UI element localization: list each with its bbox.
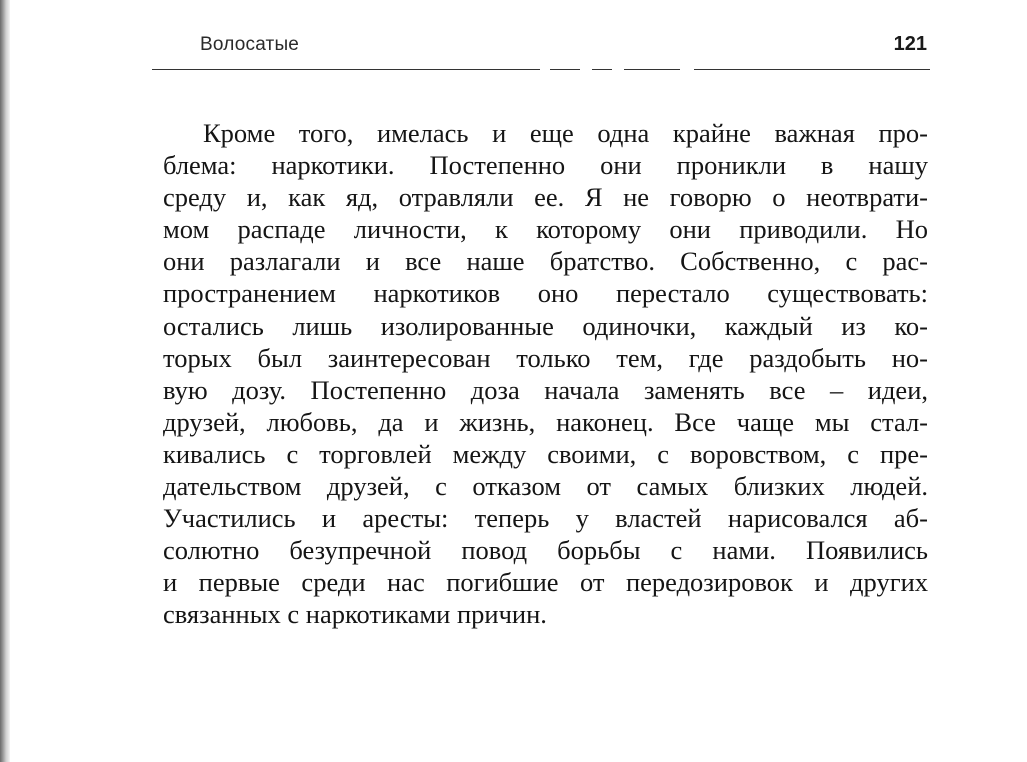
header-rule-gap xyxy=(612,67,624,72)
header-rule-gap xyxy=(680,67,694,72)
body-paragraph xyxy=(163,117,928,631)
page-number: 121 xyxy=(893,33,927,55)
text-line: вую дозу. Постепенно доза начала заменять все – идеи, xyxy=(163,374,928,405)
text-line: они разлагали и все наше братство. Собственно, с рас- xyxy=(163,246,928,277)
text-line: связанных с наркотиками причин. xyxy=(163,599,547,630)
text-line: Кроме того, имелась и еще одна крайне важная про- xyxy=(203,118,928,148)
text-line: Участились и аресты: теперь у властей нарисовался аб- xyxy=(163,503,928,534)
text-line: солютно безупречной повод борьбы с нами. Появились xyxy=(163,535,928,566)
text-line: и первые среди нас погибшие от передозировок и других xyxy=(163,567,928,598)
text-line: торых был заинтересован только тем, где раздобыть но- xyxy=(163,342,928,373)
text-line: среду и, как яд, отравляли ее. Я не говорю о неотврати- xyxy=(163,182,928,213)
text-line: пространением наркотиков оно перестало существовать: xyxy=(163,278,928,309)
text-line: дательством друзей, с отказом от самых близких людей. xyxy=(163,471,928,502)
text-line: друзей, любовь, да и жизнь, наконец. Все чаще мы стал- xyxy=(163,406,928,437)
header-rule-gap xyxy=(580,67,592,72)
text-line: остались лишь изолированные одиночки, каждый из ко- xyxy=(163,310,928,341)
text-line: мом распаде личности, к которому они приводили. Но xyxy=(163,214,928,245)
running-header xyxy=(200,34,927,62)
text-line: блема: наркотики. Постепенно они проникли в нашу xyxy=(163,150,928,181)
text-line: кивались с торговлей между своими, с воровством, с пре- xyxy=(163,438,928,469)
header-rule-gap xyxy=(540,67,550,72)
page-binding-edge xyxy=(0,0,10,762)
running-title: Волосатые xyxy=(200,34,300,55)
